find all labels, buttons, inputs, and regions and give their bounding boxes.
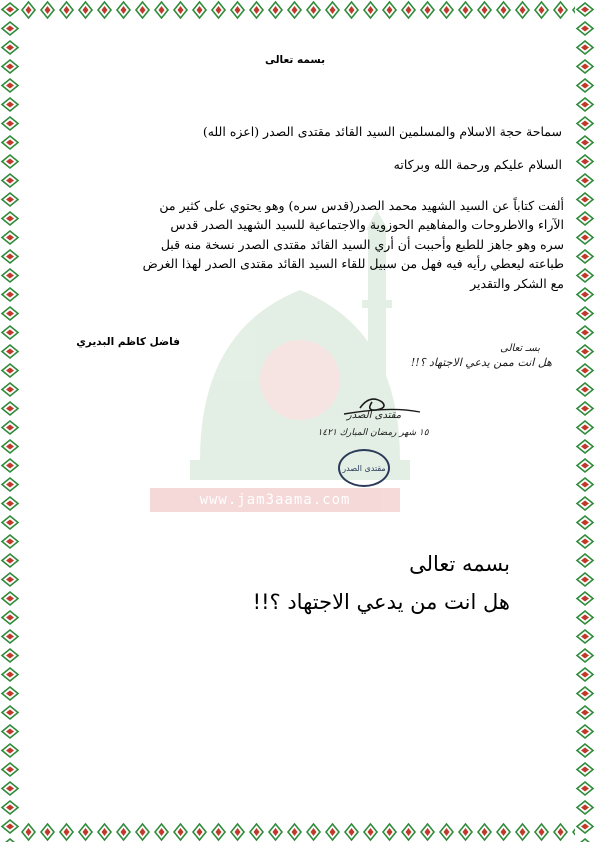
handwritten-reply: هل انت ممن يدعي الاجتهاد ؟!! — [410, 356, 552, 369]
border-pattern-left — [0, 0, 20, 842]
signature-date: ١٥ شهر رمضان المبارك ١٤٢١ — [317, 428, 429, 438]
seal-text: مقتدى الصدر — [342, 463, 386, 473]
body-line: مع الشكر والتقدير — [470, 275, 564, 291]
letter-sender: فاضل كاظم البديري — [76, 336, 180, 348]
signature-name: مقتدى الصدر — [346, 410, 402, 421]
letter-heading: بسمه تعالى — [264, 54, 326, 66]
body-line: ألفت كتاباً عن السيد الشهيد محمد الصدر(قدس سره) وهو يحتوي على كثير من — [159, 198, 564, 213]
border-pattern-bottom — [0, 822, 595, 842]
body-line: طباعته ليعطي رأيه فيه فهل من سبيل للقاء السيد القائد مقتدى الصدر لهذا الغرض — [142, 256, 564, 272]
ornamental-border-top — [0, 0, 595, 20]
ornamental-border-right — [575, 0, 595, 842]
letter-address: سماحة حجة الاسلام والمسلمين السيد القائد مقتدى الصدر (اعزه الله) — [202, 124, 562, 139]
ornamental-border-left — [0, 0, 20, 842]
body-line: الآراء والاطروحات والمفاهيم الحوزوية والاجتماعية للسيد الشهيد الصدر قدس — [170, 217, 564, 233]
letter-body — [40, 196, 564, 293]
letter-greeting: السلام عليكم ورحمة الله وبركاته — [393, 157, 562, 172]
watermark-url: www.jam3aama.com — [150, 488, 400, 512]
caption-heading: بسمه تعالى — [409, 552, 510, 576]
handwritten-heading: بسـ تعالى — [500, 343, 540, 354]
ornamental-border-bottom — [0, 822, 595, 842]
body-line: سره وهو جاهز للطبع وأحببت أن أري السيد القائد مقتدى الصدر نسخة منه قبل — [160, 236, 564, 252]
border-pattern-top — [0, 0, 595, 20]
ink-seal-stamp — [338, 449, 390, 487]
border-pattern-right — [575, 0, 595, 842]
caption-question: هل انت من يدعي الاجتهاد ؟!! — [252, 590, 510, 614]
